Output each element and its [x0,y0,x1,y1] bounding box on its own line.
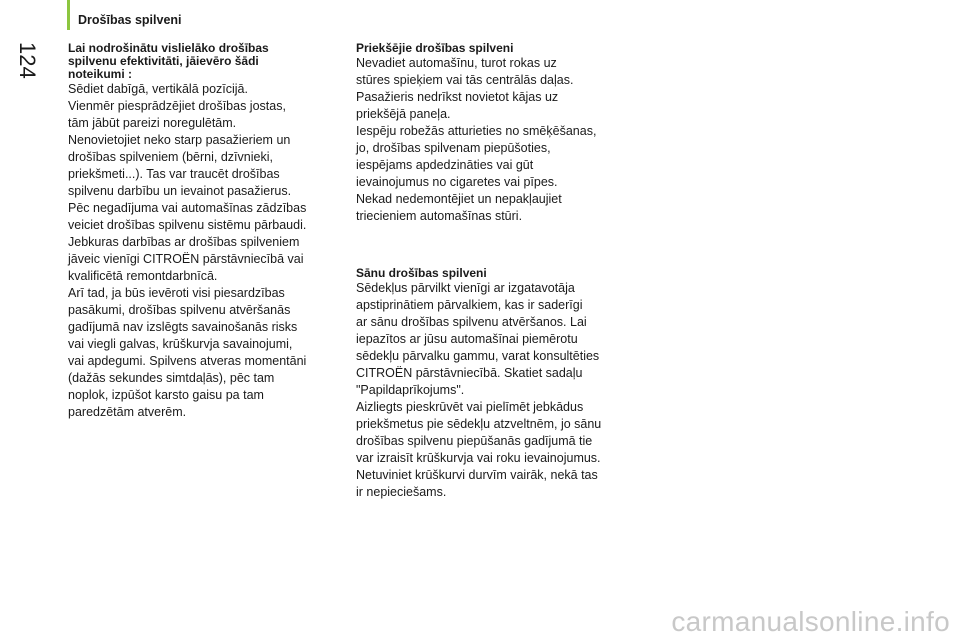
side-paragraph: Netuviniet krūškurvi durvīm vairāk, nekā tas ir nepieciešams. [356,468,598,499]
front-paragraph: Pasažieris nedrīkst novietot kājas uz priekšējā paneļa. [356,90,559,121]
left-paragraph: Nenovietojiet neko starp pasažieriem un drošības spilveniem (bērni, dzīvnieki, priekšmeti...). Tas var traucēt drošības spilvenu darbību un ievainot pasažierus. [68,133,292,198]
left-paragraph: Sēdiet dabīgā, vertikālā pozīcijā. [68,82,248,96]
side-airbags-heading: Sānu drošības spilveni [356,266,487,280]
section-title: Drošības spilveni [78,13,182,27]
front-paragraph: Nekad nedemontējiet un nepakļaujiet triecieniem automašīnas stūri. [356,192,562,223]
side-paragraph: Sēdekļus pārvilkt vienīgi ar izgatavotāja apstiprinātiem pārvalkiem, kas ir saderīgi ar sānu drošības spilvenu atvēršanos. Lai iepazītos ar jūsu automašīnai piemērotu sēdekļu pārvalku gammu, varat konsultēties CITROËN pārstāvniecībā. Skatiet sadaļu "Papildaprīkojums". [356,281,600,397]
left-heading: Lai nodrošinātu vislielāko drošības spilvenu efektivitāti, jāievēro šādi noteikumi : [68,41,269,81]
page-number: 124 [15,42,40,79]
right-column [356,42,628,501]
left-paragraph: Pēc negadījuma vai automašīnas zādzības veiciet drošības spilvenu sistēmu pārbaudi. [68,201,307,232]
side-paragraph: Aizliegts pieskrūvēt vai pielīmēt jebkādus priekšmetus pie sēdekļu atzveltnēm, jo sānu drošības spilvenu piepūšanās gadījumā tie var izraisīt krūškurvja vai roku ievainojumus. [356,400,602,465]
section-accent-bar [67,0,70,30]
front-paragraph: Nevadiet automašīnu, turot rokas uz stūres spieķiem vai tās centrālās daļas. [356,56,574,87]
left-paragraph: Vienmēr piesprādzējiet drošības jostas, tām jābūt pareizi noregulētām. [68,99,286,130]
left-paragraph: Arī tad, ja būs ievēroti visi piesardzības pasākumi, drošības spilvenu atvēršanās gadījumā nav izslēgts savainošanās risks vai viegli galvas, krūškurvja savainojumi, vai apdegumi. Spilvens atveras momentāni (dažās sekundes simtdaļās), pēc tam noplok, izpūšot karsto gaisu pa tam paredzētām atverēm. [68,286,307,419]
left-column [68,42,330,421]
watermark: carmanualsonline.info [671,606,950,637]
front-paragraph: Iespēju robežās atturieties no smēķēšanas, jo, drošības spilvenam piepūšoties, iespējams apdedzināties vai gūt ievainojumus no cigaretes vai pīpes. [356,124,597,189]
left-paragraph: Jebkuras darbības ar drošības spilveniem jāveic vienīgi CITROËN pārstāvniecībā vai kvalificētā remontdarbnīcā. [68,235,304,283]
front-airbags-heading: Priekšējie drošības spilveni [356,41,514,55]
